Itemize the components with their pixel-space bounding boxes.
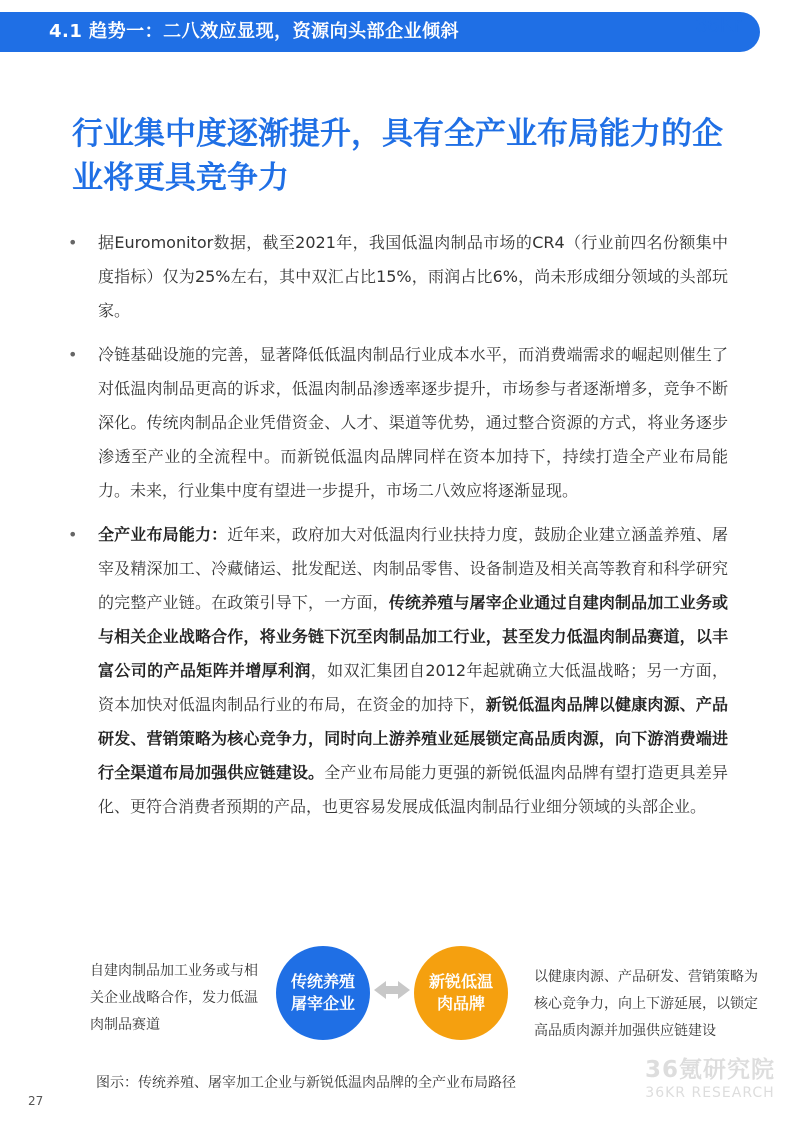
bullet-text: 全产业布局能力更强的新锐低温肉品牌有望打造更具差异化、更符合消费者预期的产品，也更容易发展成低温肉制品行业细分领域的头部企业。	[98, 763, 728, 816]
bullet-list	[68, 226, 728, 834]
bullet-dot: •	[68, 525, 78, 544]
header-bar	[0, 12, 760, 52]
emerging-brand-label: 新锐低温肉品牌	[428, 972, 493, 1013]
bullet-text: 冷链基础设施的完善，显著降低低温肉制品行业成本水平，而消费端需求的崛起则催生了对低温肉制品更高的诉求，低温肉制品渗透率逐步提升，市场参与者逐渐增多，竞争不断深化。传统肉制品企业凭借资金、人才、渠道等优势，通过整合资源的方式，将业务逐步渗透至产业的全流程中。而新锐低温肉品牌同样在资本加持下，持续打造全产业布局能力。未来，行业集中度有望进一步提升，市场二八效应将逐渐显现。	[98, 345, 728, 500]
bullet-text: ，如双汇集团自2012年起就确立大低温战略；另一方面，资本加快对低温肉制品行业的布局，在资金的加持下，	[98, 661, 728, 714]
page-number: 27	[28, 1094, 44, 1108]
page-title: 行业集中度逐渐提升，具有全产业布局能力的企业将更具竞争力	[72, 116, 723, 196]
bullet-lead: 全产业布局能力：	[98, 525, 228, 544]
bullet-text: 近年来，政府加大对低温肉行业扶持力度，鼓励企业建立涵盖养殖、屠宰及精深加工、冷藏储运、批发配送、肉制品零售、设备制造及相关高等教育和科学研究的完整产业链。在政策引导下，一方面，	[98, 525, 728, 612]
bullet-dot: •	[68, 233, 78, 252]
bullet-emphasis: 传统养殖与屠宰企业通过自建肉制品加工业务或与相关企业战略合作，将业务链下沉至肉制品加工行业，甚至发力低温肉制品赛道，以丰富公司的产品矩阵并增厚利润	[98, 593, 728, 680]
figure-caption: 图示：传统养殖、屠宰加工企业与新锐低温肉品牌的全产业布局路径	[96, 1075, 516, 1091]
right-caption: 以健康肉源、产品研发、营销策略为核心竞争力，向上下游延展，以锁定高品质肉源并加强供应链建设	[534, 969, 758, 1039]
bullet-text: 据Euromonitor数据，截至2021年，我国低温肉制品市场的CR4（行业前四名份额集中度指标）仅为25%左右，其中双汇占比15%，雨润占比6%，尚未形成细分领域的头部玩家。	[98, 233, 728, 320]
section-title: 4.1 趋势一：二八效应显现，资源向头部企业倾斜	[49, 21, 460, 42]
watermark-cn: 36氪研究院	[644, 1057, 775, 1083]
bullet-item	[68, 518, 728, 824]
traditional-enterprise-circle	[276, 946, 370, 1040]
traditional-enterprise-label: 传统养殖屠宰企业	[290, 972, 355, 1013]
watermark-en: 36KR RESEARCH	[645, 1085, 775, 1101]
bullet-item	[68, 338, 728, 508]
bullet-dot: •	[68, 345, 78, 364]
double-arrow-icon	[372, 978, 412, 1002]
bullet-emphasis: 新锐低温肉品牌以健康肉源、产品研发、营销策略为核心竞争力，同时向上游养殖业延展锁定高品质肉源，向下游消费端进行全渠道布局加强供应链建设。	[98, 695, 728, 782]
left-caption: 自建肉制品加工业务或与相关企业战略合作，发力低温肉制品赛道	[90, 963, 258, 1033]
watermark	[640, 1056, 780, 1102]
logo-text: 36Kr	[695, 12, 742, 37]
bullet-item	[68, 226, 728, 328]
emerging-brand-circle	[414, 946, 508, 1040]
36kr-logo	[693, 6, 793, 58]
